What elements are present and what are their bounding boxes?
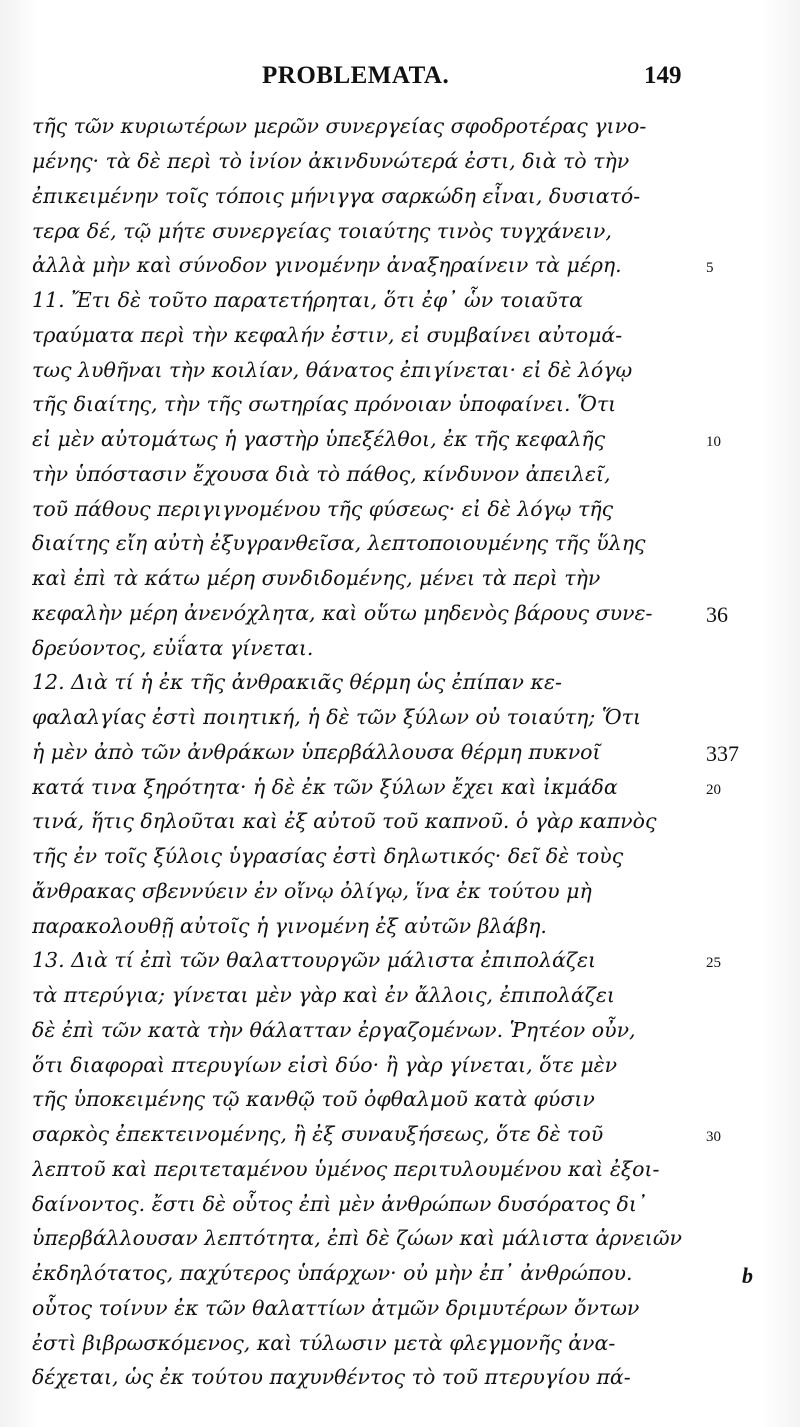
text-line: 13. Διὰ τί ἐπὶ τῶν θαλαττουργῶν μάλιστα ἐπιπολάζει — [32, 948, 596, 972]
text-line: τῆς διαίτης, τὴν τῆς σωτηρίας πρόνοιαν ὑποφαίνει. Ὅτι — [32, 392, 617, 416]
text-line: καὶ ἐπὶ τὰ κάτω μέρη συνδιδομένης, μένει τὰ περὶ τὴν — [32, 566, 601, 590]
text-line: δαίνοντος. ἔστι δὲ οὗτος ἐπὶ μὲν ἀνθρώπων δυσόρατος δι᾽ — [32, 1192, 648, 1216]
page-reference-337: 337 — [706, 741, 739, 766]
line-number-20: 20 — [706, 782, 721, 798]
text-line: παρακολουθῇ αὐτοῖς ἡ γινομένη ἐξ αὐτῶν βλάβη. — [32, 914, 547, 938]
text-line: ἄνθρακας σβεννύειν ἐν οἴνῳ ὀλίγῳ, ἵνα ἐκ τούτου μὴ — [32, 879, 592, 903]
running-title: PROBLEMATA. — [262, 62, 450, 89]
line-number-30: 30 — [706, 1129, 721, 1145]
text-line: ἐκδηλότατος, παχύτερος ὑπάρχων· οὐ μὴν ἐπ᾽ ἀνθρώπου. — [32, 1261, 633, 1285]
text-line: οὗτος τοίνυν ἐκ τῶν θαλαττίων ἀτμῶν δριμυτέρων ὄντων — [32, 1296, 640, 1320]
line-number-25: 25 — [706, 955, 721, 971]
text-line: 11. Ἔτι δὲ τοῦτο παρατετήρηται, ὅτι ἐφ᾽ ὧν τοιαῦτα — [32, 288, 583, 312]
text-line: τερα δέ, τῷ μήτε συνεργείας τοιαύτης τινὸς τυγχάνειν, — [32, 219, 612, 243]
text-line: εἰ μὲν αὐτομάτως ἡ γαστὴρ ὑπεξέλθοι, ἐκ τῆς κεφαλῆς — [32, 427, 606, 451]
text-line: 12. Διὰ τί ἡ ἐκ τῆς ἀνθρακιᾶς θέρμη ὡς ἐπίπαν κε- — [32, 670, 562, 694]
column-marker-b: b — [742, 1263, 753, 1288]
page-reference-36: 36 — [706, 602, 728, 627]
text-line: τῆς ἐν τοῖς ξύλοις ὑγρασίας ἐστὶ δηλωτικός· δεῖ δὲ τοὺς — [32, 844, 624, 868]
text-line: δέχεται, ὡς ἐκ τούτου παχυνθέντος τὸ τοῦ πτερυγίου πά- — [32, 1365, 631, 1389]
text-line: τραύματα περὶ τὴν κεφαλήν ἐστιν, εἰ συμβαίνει αὐτομά- — [32, 323, 623, 347]
text-line: τῆς ὑποκειμένης τῷ κανθῷ τοῦ ὀφθαλμοῦ κατὰ φύσιν — [32, 1087, 595, 1111]
text-line: τως λυθῆναι τὴν κοιλίαν, θάνατος ἐπιγίνεται· εἰ δὲ λόγῳ — [32, 358, 633, 382]
text-line: τὴν ὑπόστασιν ἔχουσα διὰ τὸ πάθος, κίνδυνον ἀπειλεῖ, — [32, 462, 611, 486]
page-header — [0, 58, 800, 98]
page-number: 149 — [644, 62, 682, 89]
text-line: ὑπερβάλλουσαν λεπτότητα, ἐπὶ δὲ ζώων καὶ μάλιστα ἀρνειῶν — [32, 1226, 682, 1250]
text-line: κεφαλὴν μέρη ἀνενόχλητα, καὶ οὕτω μηδενὸς βάρους συνε- — [32, 601, 653, 625]
text-line: λεπτοῦ καὶ περιτεταμένου ὑμένος περιτυλουμένου καὶ ἐξοι- — [32, 1157, 660, 1181]
text-line: τὰ πτερύγια; γίνεται μὲν γὰρ καὶ ἐν ἄλλοις, ἐπιπολάζει — [32, 983, 615, 1007]
text-line: ἡ μὲν ἀπὸ τῶν ἀνθράκων ὑπερβάλλουσα θέρμη πυκνοῖ — [32, 740, 601, 764]
text-line: τῆς τῶν κυριωτέρων μερῶν συνεργείας σφοδροτέρας γινο- — [32, 114, 647, 138]
text-line: σαρκὸς ἐπεκτεινομένης, ἢ ἐξ συναυξήσεως, ὅτε δὲ τοῦ — [32, 1122, 604, 1146]
line-number-5: 5 — [706, 260, 714, 276]
text-line: ἀλλὰ μὴν καὶ σύνοδον γινομένην ἀναξηραίνειν τὰ μέρη. — [32, 253, 622, 277]
line-number-10: 10 — [706, 434, 721, 450]
text-line: τινά, ἥτις δηλοῦται καὶ ἐξ αὐτοῦ τοῦ καπνοῦ. ὁ γὰρ καπνὸς — [32, 809, 657, 833]
text-line: κατά τινα ξηρότητα· ἡ δὲ ἐκ τῶν ξύλων ἔχει καὶ ἰκμάδα — [32, 775, 618, 799]
text-line: ἐστὶ βιβρωσκόμενος, καὶ τύλωσιν μετὰ φλεγμονῆς ἀνα- — [32, 1331, 616, 1355]
text-line: δρεύοντος, εὐΐατα γίνεται. — [32, 636, 314, 660]
text-line: μένης· τὰ δὲ περὶ τὸ ἰνίον ἀκινδυνώτερά ἐστι, διὰ τὸ τὴν — [32, 149, 630, 173]
text-line: ἐπικειμένην τοῖς τόποις μήνιγγα σαρκώδη εἶναι, δυσιατό- — [32, 184, 641, 208]
text-line: τοῦ πάθους περιγιγνομένου τῆς φύσεως· εἰ δὲ λόγῳ τῆς — [32, 497, 614, 521]
text-line: φαλαλγίας ἐστὶ ποιητική, ἡ δὲ τῶν ξύλων οὐ τοιαύτη; Ὅτι — [32, 705, 641, 729]
text-line: δὲ ἐπὶ τῶν κατὰ τὴν θάλατταν ἐργαζομένων. Ῥητέον οὖν, — [32, 1018, 636, 1042]
text-line: ὅτι διαφοραὶ πτερυγίων εἰσὶ δύο· ἢ γὰρ γίνεται, ὅτε μὲν — [32, 1053, 618, 1077]
text-line: διαίτης εἴη αὐτὴ ἐξυγρανθεῖσα, λεπτοποιουμένης τῆς ὕλης — [32, 531, 646, 555]
